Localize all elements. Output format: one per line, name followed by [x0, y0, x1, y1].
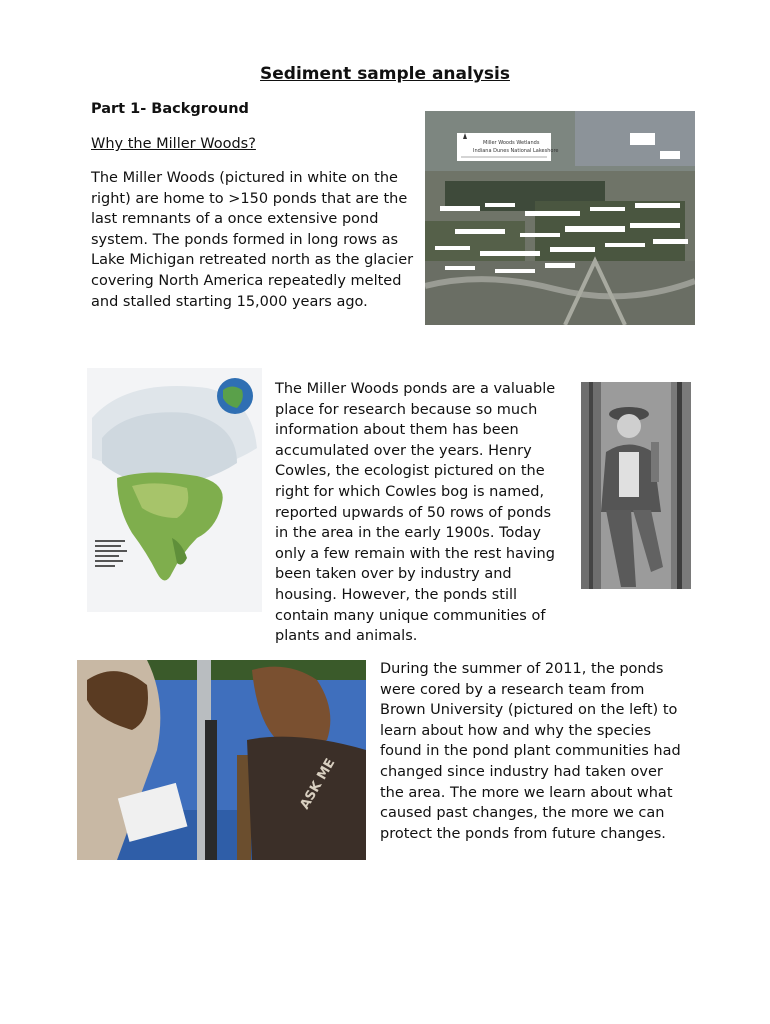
page-title: Sediment sample analysis [260, 64, 510, 84]
portrait-henry-cowles [581, 382, 691, 589]
paragraph-miller-woods: The Miller Woods (pictured in white on the right) are home to >150 ponds that are the last remnants of a once extensive pond system. The ponds formed in long rows as Lake Michigan retreated north as the glacier covering North America repeatedly melted and stalled starting 15,000 years ago. [91, 170, 414, 310]
section-heading: Part 1- Background [91, 101, 249, 117]
aerial-legend-line2: Indiana Dunes National Lakeshore [473, 148, 559, 154]
paragraph-coring: During the summer of 2011, the ponds were cored by a research team from Brown University (pictured on the left) to learn about how and why the species found in the pond plant communities had changed since industry had taken over the area. The more we learn about what caused past changes, the more we can protect the ponds from future changes. [380, 661, 681, 842]
paragraph-research-text: The Miller Woods ponds are a valuable place for research because so much information about them has been accumulated over the years. Henry Cowles, the ecologist pictured on the right for which Cowles bog is named, reported upwards of 50 rows of ponds in the area in the early 1900s. Today only a few remain with the rest having been taken over by industry and housing. However, the ponds still contain many unique communities of plants and animals. [275, 381, 556, 645]
photo-research-team-coring [77, 660, 366, 860]
svg-text:ASK ME: ASK ME [297, 756, 339, 812]
subheading: Why the Miller Woods? [91, 136, 256, 152]
paragraph-research [91, 379, 611, 647]
aerial-photo-miller-woods [425, 111, 695, 325]
aerial-legend-line1: Miller Woods Wetlands [483, 140, 540, 146]
